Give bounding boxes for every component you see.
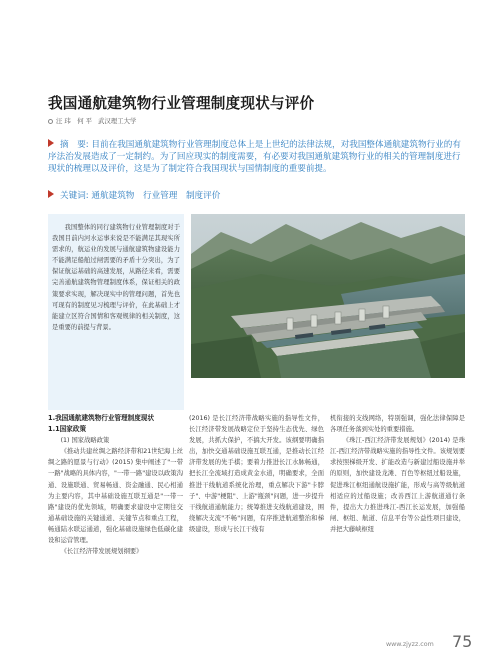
keywords-text: 通航建筑物 行业管理 制度评价	[91, 191, 221, 201]
abstract-label: 摘 要:	[60, 140, 89, 150]
column-1	[48, 413, 183, 557]
section-heading: 1.我国通航建筑物行业管理制度现状	[48, 414, 154, 422]
author-names: 汪 玮 何 平	[56, 117, 93, 125]
column-3	[330, 413, 465, 535]
ship-lock-illustration	[191, 214, 465, 378]
subsection-heading: 1.1国家政策	[48, 425, 87, 434]
paragraph: 《珠江-西江经济带发展规划》(2014) 是珠江-西江经济带战略实施的指导性文件。该规划要求按照梯级开发、扩能改造与新建过船设施并举的原则，加快建设龙滩、百色等枢纽过船设施，促进珠江枢纽通航设施扩能，形成与高等级航道相适应的过船设施；改善西江上游航道通行条件，提出大力推进珠江-西江长运发展，加强船闸、枢纽、航道、信息平台等公益性项目建设，并把大藤峡枢纽	[330, 437, 465, 533]
intro-text: 我国整体的同行建筑物行业管理制度对于我国目前内河水运事来说是不能满足其现实所需求的，航运业的发展与通航建筑物建设能力不能满足船舶过闸需要的矛盾十分突出，为了保证航运基础的高速发展，从路径来看，需要完善通航建筑物管理制度体系，保证相关的政策要求实现，解决现实中的管理问题，首先也可现有的制度见习梳理与评价，在此基础上才能建立区符合国情和客观规律的相关制度，这是重要的前提与背景。	[52, 224, 180, 331]
article-title: 我国通航建筑物行业管理制度现状与评价	[48, 95, 315, 112]
abstract-text: 目前在我国通航建筑物行业管理制度总体上是上世纪的法律法规，对我国整体通航建筑物行业的有序法治发展造成了一定制约。为了回应现实的制度需要，有必要对我国通航建筑物行业的相关的管理制度进行现状的梳理以及评价，这是为了制定符合我国现状与国情制度的重要前提。	[48, 140, 461, 174]
abstract	[48, 139, 464, 175]
paragraph: (1) 国家战略政策	[60, 437, 110, 445]
bullet-icon	[48, 119, 53, 124]
triangle-marker-icon	[48, 139, 54, 147]
page-number: 75	[452, 632, 473, 651]
author-line	[48, 116, 136, 125]
paragraph: 《长江经济带发展规划纲要》	[60, 548, 143, 556]
intro-box	[48, 214, 184, 410]
keywords-label: 关键词:	[60, 191, 89, 201]
ship-lock-photo	[191, 214, 465, 378]
keywords	[48, 190, 464, 202]
paragraph: (2016) 是长江经济带战略实施的指导性文件，长江经济带发展战略定位于坚持生态优先、绿色发展，共抓大保护，不搞大开发。该纲要明确指出，加快交通基础设施互联互通，是推动长江经济带发展的先手棋；要着力推进长江水脉畅通，把长江全流域打造成黄金水道，明确要求，全面推进干线航道系统化治理，重点解决下游"卡脖子"、中游"梗阻"、上游"瓶颈"问题，进一步提升干线航道通航能力；统筹推进支线航道建设，围绕解决支流"不畅"问题，有序推进航道整治和梯级建设，形成与长江干线有	[189, 415, 324, 533]
paragraph: 《推动共建丝绸之路经济带和21世纪海上丝绸之路的愿景与行动》(2015) 集中阐述了"一带一路"战略的具体内容，"一带一路"建设以政策沟通、设施联通、贸易畅通、资金融通、民心相通为主要内容，其中基础设施互联互通是"一带一路"建设的优先领域，明确要求建设中定期往交通基础设施的关键通道、关键节点和重点工程，畅通陆水联运通道，强化基础设施绿色低碳化建设和运营管理。	[48, 448, 183, 545]
author-affiliation: 武汉理工大学	[98, 117, 137, 125]
column-2	[189, 413, 324, 535]
website-url: www.zjyzz.com	[386, 641, 434, 648]
triangle-marker-icon	[48, 190, 54, 198]
paragraph: 机衔接的支线网络，特别强调，强化法律保障是各项任务落到实处的重要措施。	[330, 415, 465, 434]
